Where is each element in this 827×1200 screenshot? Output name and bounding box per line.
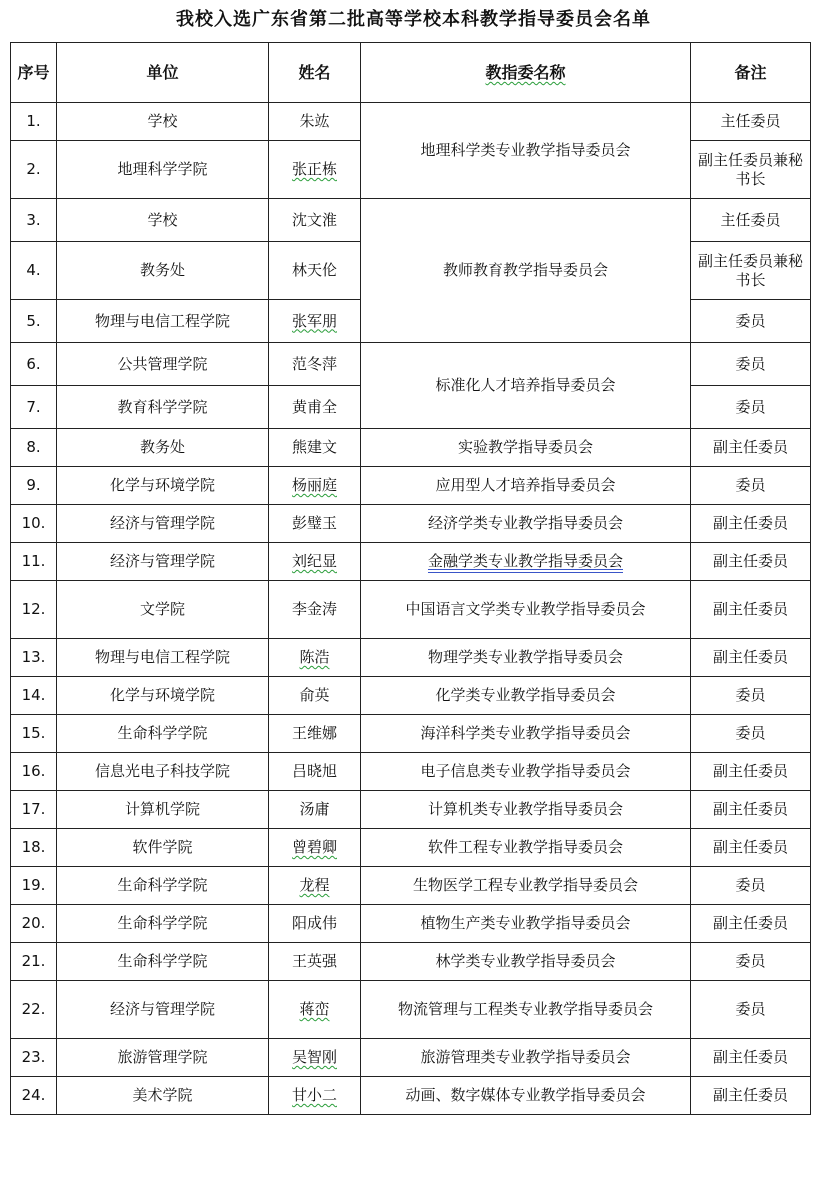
cell-remark: 委员 bbox=[691, 981, 811, 1039]
cell-unit: 公共管理学院 bbox=[57, 343, 269, 386]
cell-committee: 林学类专业教学指导委员会 bbox=[361, 943, 691, 981]
cell-name-text: 曾碧卿 bbox=[291, 838, 337, 856]
cell-name: 李金涛 bbox=[269, 581, 361, 639]
cell-unit: 美术学院 bbox=[57, 1077, 269, 1115]
cell-committee: 物流管理与工程类专业教学指导委员会 bbox=[361, 981, 691, 1039]
cell-unit: 软件学院 bbox=[57, 829, 269, 867]
cell-unit: 学校 bbox=[57, 199, 269, 242]
cell-committee: 电子信息类专业教学指导委员会 bbox=[361, 753, 691, 791]
table-row bbox=[11, 467, 811, 505]
cell-remark: 副主任委员 bbox=[691, 543, 811, 581]
cell-unit: 地理科学学院 bbox=[57, 141, 269, 199]
cell-unit: 教育科学学院 bbox=[57, 386, 269, 429]
cell-remark: 副主任委员 bbox=[691, 505, 811, 543]
table-row bbox=[11, 505, 811, 543]
cell-no: 1. bbox=[11, 103, 57, 141]
cell-unit: 经济与管理学院 bbox=[57, 543, 269, 581]
cell-unit: 物理与电信工程学院 bbox=[57, 300, 269, 343]
page-title: 我校入选广东省第二批高等学校本科教学指导委员会名单 bbox=[176, 9, 651, 30]
cell-unit: 信息光电子科技学院 bbox=[57, 753, 269, 791]
cell-no: 16. bbox=[11, 753, 57, 791]
cell-unit: 生命科学学院 bbox=[57, 943, 269, 981]
cell-name-text: 杨丽庭 bbox=[291, 476, 337, 494]
cell-name: 王维娜 bbox=[269, 715, 361, 753]
cell-unit: 生命科学学院 bbox=[57, 867, 269, 905]
cell-unit: 化学与环境学院 bbox=[57, 467, 269, 505]
table-row bbox=[11, 199, 811, 242]
cell-unit: 物理与电信工程学院 bbox=[57, 639, 269, 677]
table-row bbox=[11, 943, 811, 981]
cell-no: 7. bbox=[11, 386, 57, 429]
cell-name: 阳成伟 bbox=[269, 905, 361, 943]
cell-name: 沈文淮 bbox=[269, 199, 361, 242]
cell-committee: 植物生产类专业教学指导委员会 bbox=[361, 905, 691, 943]
cell-name: 朱竑 bbox=[269, 103, 361, 141]
cell-unit: 教务处 bbox=[57, 429, 269, 467]
cell-name-text: 蒋峦 bbox=[299, 1000, 330, 1018]
cell-remark: 委员 bbox=[691, 867, 811, 905]
cell-no: 20. bbox=[11, 905, 57, 943]
cell-committee: 应用型人才培养指导委员会 bbox=[361, 467, 691, 505]
cell-no: 13. bbox=[11, 639, 57, 677]
header-remark: 备注 bbox=[691, 43, 811, 103]
cell-remark: 副主任委员 bbox=[691, 1039, 811, 1077]
cell-name: 范冬萍 bbox=[269, 343, 361, 386]
cell-name: 林天伦 bbox=[269, 242, 361, 300]
cell-name: 吕晓旭 bbox=[269, 753, 361, 791]
cell-no: 23. bbox=[11, 1039, 57, 1077]
header-no: 序号 bbox=[11, 43, 57, 103]
cell-committee: 教师教育教学指导委员会 bbox=[361, 199, 691, 343]
cell-unit: 经济与管理学院 bbox=[57, 505, 269, 543]
cell-unit: 生命科学学院 bbox=[57, 905, 269, 943]
cell-remark: 副主任委员兼秘书长 bbox=[691, 242, 811, 300]
header-name: 姓名 bbox=[269, 43, 361, 103]
cell-no: 14. bbox=[11, 677, 57, 715]
cell-name: 黄甫全 bbox=[269, 386, 361, 429]
table-row bbox=[11, 753, 811, 791]
cell-committee: 动画、数字媒体专业教学指导委员会 bbox=[361, 1077, 691, 1115]
table-row bbox=[11, 343, 811, 386]
cell-remark: 副主任委员 bbox=[691, 639, 811, 677]
table-row bbox=[11, 791, 811, 829]
cell-name bbox=[269, 981, 361, 1039]
cell-committee: 实验教学指导委员会 bbox=[361, 429, 691, 467]
cell-committee: 地理科学类专业教学指导委员会 bbox=[361, 103, 691, 199]
cell-name: 熊建文 bbox=[269, 429, 361, 467]
cell-committee: 软件工程专业教学指导委员会 bbox=[361, 829, 691, 867]
cell-no: 24. bbox=[11, 1077, 57, 1115]
cell-no: 15. bbox=[11, 715, 57, 753]
cell-committee-text: 金融学类专业教学指导委员会 bbox=[427, 552, 623, 570]
table-row bbox=[11, 829, 811, 867]
cell-name: 王英强 bbox=[269, 943, 361, 981]
cell-unit: 计算机学院 bbox=[57, 791, 269, 829]
cell-name bbox=[269, 639, 361, 677]
cell-name-text: 陈浩 bbox=[299, 648, 330, 666]
table-header-row bbox=[11, 43, 811, 103]
cell-no: 5. bbox=[11, 300, 57, 343]
cell-name bbox=[269, 467, 361, 505]
cell-committee: 物理学类专业教学指导委员会 bbox=[361, 639, 691, 677]
cell-committee: 生物医学工程专业教学指导委员会 bbox=[361, 867, 691, 905]
cell-name-text: 甘小二 bbox=[291, 1086, 337, 1104]
cell-name-text: 张正栋 bbox=[291, 160, 337, 178]
table-row bbox=[11, 581, 811, 639]
cell-unit: 经济与管理学院 bbox=[57, 981, 269, 1039]
cell-name bbox=[269, 543, 361, 581]
table-row bbox=[11, 677, 811, 715]
cell-name: 俞英 bbox=[269, 677, 361, 715]
cell-remark: 副主任委员 bbox=[691, 791, 811, 829]
cell-name bbox=[269, 1077, 361, 1115]
cell-remark: 委员 bbox=[691, 943, 811, 981]
cell-name bbox=[269, 141, 361, 199]
cell-name-text: 吴智刚 bbox=[291, 1048, 337, 1066]
header-unit: 单位 bbox=[57, 43, 269, 103]
cell-committee: 化学类专业教学指导委员会 bbox=[361, 677, 691, 715]
cell-name: 汤庸 bbox=[269, 791, 361, 829]
cell-remark: 副主任委员 bbox=[691, 1077, 811, 1115]
cell-remark: 委员 bbox=[691, 715, 811, 753]
table-row bbox=[11, 1077, 811, 1115]
cell-remark: 委员 bbox=[691, 677, 811, 715]
cell-committee bbox=[361, 543, 691, 581]
cell-no: 19. bbox=[11, 867, 57, 905]
cell-unit: 文学院 bbox=[57, 581, 269, 639]
cell-remark: 主任委员 bbox=[691, 199, 811, 242]
table-row bbox=[11, 715, 811, 753]
cell-unit: 生命科学学院 bbox=[57, 715, 269, 753]
table-row bbox=[11, 867, 811, 905]
cell-committee: 中国语言文学类专业教学指导委员会 bbox=[361, 581, 691, 639]
cell-no: 21. bbox=[11, 943, 57, 981]
cell-remark: 副主任委员 bbox=[691, 429, 811, 467]
cell-committee: 标准化人才培养指导委员会 bbox=[361, 343, 691, 429]
cell-committee: 计算机类专业教学指导委员会 bbox=[361, 791, 691, 829]
header-committee-label: 教指委名称 bbox=[485, 63, 566, 82]
committee-table bbox=[10, 42, 811, 1115]
cell-unit: 化学与环境学院 bbox=[57, 677, 269, 715]
table-row bbox=[11, 429, 811, 467]
cell-no: 6. bbox=[11, 343, 57, 386]
cell-name bbox=[269, 829, 361, 867]
cell-no: 22. bbox=[11, 981, 57, 1039]
cell-name bbox=[269, 867, 361, 905]
cell-remark: 副主任委员兼秘书长 bbox=[691, 141, 811, 199]
cell-name bbox=[269, 300, 361, 343]
cell-remark: 副主任委员 bbox=[691, 829, 811, 867]
cell-name bbox=[269, 1039, 361, 1077]
cell-no: 8. bbox=[11, 429, 57, 467]
cell-committee: 旅游管理类专业教学指导委员会 bbox=[361, 1039, 691, 1077]
cell-remark: 委员 bbox=[691, 300, 811, 343]
cell-no: 11. bbox=[11, 543, 57, 581]
cell-name-text: 张军朋 bbox=[291, 311, 337, 330]
table-row bbox=[11, 639, 811, 677]
cell-no: 17. bbox=[11, 791, 57, 829]
cell-no: 9. bbox=[11, 467, 57, 505]
cell-remark: 副主任委员 bbox=[691, 753, 811, 791]
cell-no: 3. bbox=[11, 199, 57, 242]
cell-committee: 海洋科学类专业教学指导委员会 bbox=[361, 715, 691, 753]
cell-unit: 学校 bbox=[57, 103, 269, 141]
cell-no: 2. bbox=[11, 141, 57, 199]
cell-remark: 副主任委员 bbox=[691, 581, 811, 639]
table-row bbox=[11, 905, 811, 943]
table-row bbox=[11, 103, 811, 141]
cell-unit: 教务处 bbox=[57, 242, 269, 300]
cell-name-text: 龙程 bbox=[299, 876, 330, 894]
cell-remark: 主任委员 bbox=[691, 103, 811, 141]
cell-no: 18. bbox=[11, 829, 57, 867]
cell-remark: 委员 bbox=[691, 386, 811, 429]
header-committee bbox=[361, 43, 691, 103]
table-row bbox=[11, 543, 811, 581]
cell-remark: 副主任委员 bbox=[691, 905, 811, 943]
cell-name-text: 刘纪显 bbox=[291, 552, 337, 570]
table-row bbox=[11, 981, 811, 1039]
cell-no: 12. bbox=[11, 581, 57, 639]
cell-no: 4. bbox=[11, 242, 57, 300]
cell-name: 彭璧玉 bbox=[269, 505, 361, 543]
cell-remark: 委员 bbox=[691, 343, 811, 386]
cell-unit: 旅游管理学院 bbox=[57, 1039, 269, 1077]
cell-remark: 委员 bbox=[691, 467, 811, 505]
table-row bbox=[11, 1039, 811, 1077]
cell-committee: 经济学类专业教学指导委员会 bbox=[361, 505, 691, 543]
cell-no: 10. bbox=[11, 505, 57, 543]
